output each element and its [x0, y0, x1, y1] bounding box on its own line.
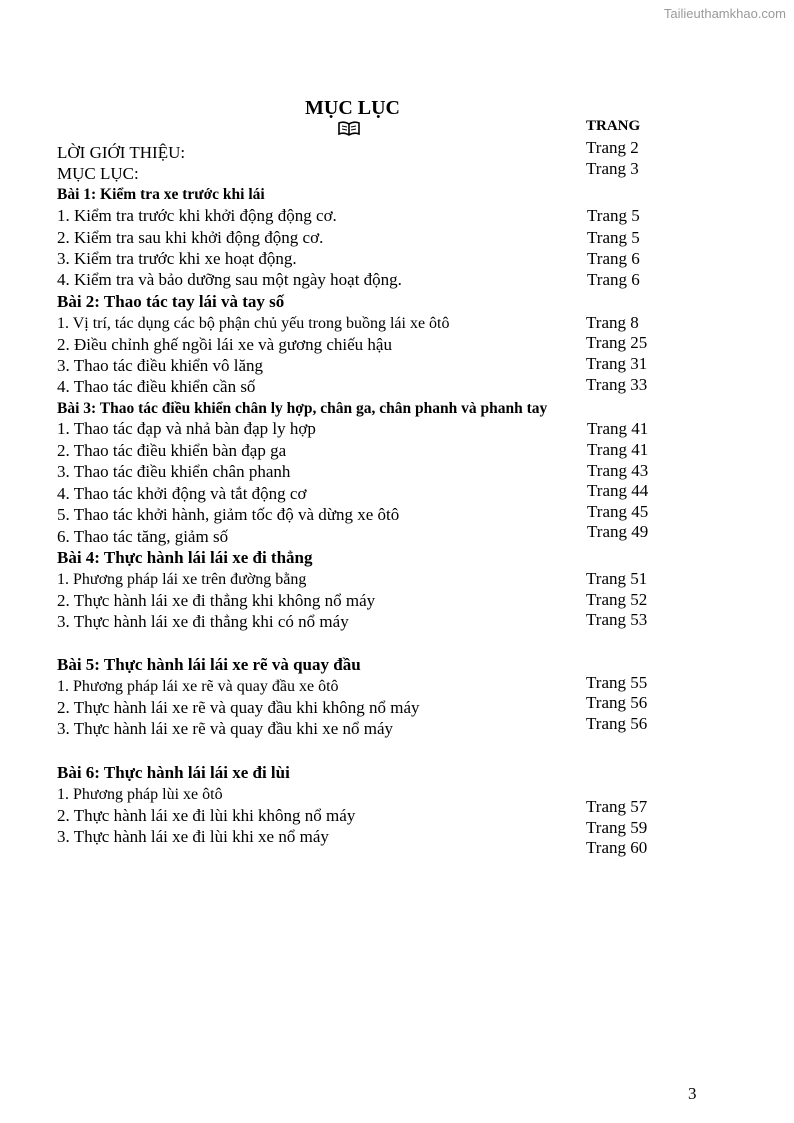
- lesson-heading: Bài 4: Thực hành lái lái xe đi thẳng: [57, 548, 313, 567]
- page-column-heading: TRANG: [586, 118, 641, 134]
- toc-entry-label: 2. Thực hành lái xe rẽ và quay đầu khi không nổ máy: [57, 698, 420, 717]
- toc-entry-label: 5. Thao tác khởi hành, giảm tốc độ và dừng xe ôtô: [57, 505, 400, 524]
- toc-entry-page: Trang 5: [587, 228, 640, 247]
- toc-entry-page: Trang 2: [586, 138, 639, 157]
- toc-entry-label: 1. Vị trí, tác dụng các bộ phận chủ yếu trong buồng lái xe ôtô: [57, 315, 450, 332]
- toc-entry-page: Trang 59: [586, 818, 648, 837]
- toc-entry-page: Trang 44: [587, 481, 649, 500]
- toc-entry-page: Trang 52: [586, 590, 648, 609]
- toc-entry-page: Trang 5: [587, 206, 640, 225]
- toc-entry-page: Trang 33: [586, 375, 648, 394]
- toc-entry-label: MỤC LỤC:: [57, 164, 139, 183]
- open-book-icon: [338, 121, 360, 140]
- toc-entry-label: LỜI GIỚI THIỆU:: [57, 143, 186, 162]
- toc-entry-page: Trang 41: [587, 440, 649, 459]
- toc-entry-label: 2. Thao tác điều khiển bàn đạp ga: [57, 441, 287, 460]
- toc-entry-page: Trang 57: [586, 797, 648, 816]
- toc-entry-page: Trang 51: [586, 569, 648, 588]
- toc-entry-label: 2. Thực hành lái xe đi thẳng khi không nổ máy: [57, 591, 376, 610]
- lesson-heading: Bài 5: Thực hành lái lái xe rẽ và quay đầu: [57, 655, 361, 674]
- toc-entry-label: 2. Điều chỉnh ghế ngồi lái xe và gương chiếu hậu: [57, 335, 392, 354]
- toc-entry-page: Trang 41: [587, 419, 649, 438]
- toc-entry-label: 3. Kiểm tra trước khi xe hoạt động.: [57, 249, 297, 268]
- toc-entry-label: 1. Kiểm tra trước khi khởi động động cơ.: [57, 206, 337, 225]
- toc-entry-label: 1. Phương pháp lái xe trên đường bằng: [57, 571, 307, 588]
- lesson-heading: Bài 3: Thao tác điều khiển chân ly hợp, chân ga, chân phanh và phanh tay: [57, 400, 548, 417]
- toc-entry-label: 4. Thao tác khởi động và tắt động cơ: [57, 484, 307, 503]
- toc-entry-label: 1. Thao tác đạp và nhả bàn đạp ly hợp: [57, 419, 316, 438]
- toc-entry-page: Trang 31: [586, 354, 648, 373]
- toc-entry-label: 3. Thực hành lái xe rẽ và quay đầu khi xe nổ máy: [57, 719, 394, 738]
- toc-entry-label: 2. Thực hành lái xe đi lùi khi không nổ máy: [57, 806, 356, 825]
- toc-entry-label: 1. Phương pháp lái xe rẽ và quay đầu xe ôtô: [57, 678, 339, 695]
- toc-entry-label: 4. Thao tác điều khiển cần số: [57, 377, 256, 396]
- page-title: MỤC LỤC: [305, 97, 400, 119]
- toc-entry-page: Trang 6: [587, 270, 640, 289]
- toc-entry-page: Trang 45: [587, 502, 649, 521]
- watermark: Tailieuthamkhao.com: [663, 6, 786, 21]
- toc-entry-page: Trang 60: [586, 838, 648, 857]
- toc-entry-page: Trang 43: [587, 461, 649, 480]
- toc-entry-label: 3. Thao tác điều khiển chân phanh: [57, 462, 291, 481]
- lesson-heading: Bài 2: Thao tác tay lái và tay số: [57, 292, 285, 311]
- toc-entry-page: Trang 3: [586, 159, 639, 178]
- toc-entry-page: Trang 25: [586, 333, 648, 352]
- lesson-heading: Bài 6: Thực hành lái lái xe đi lùi: [57, 763, 290, 782]
- toc-entry-page: Trang 56: [586, 714, 648, 733]
- toc-entry-label: 4. Kiểm tra và bảo dưỡng sau một ngày hoạt động.: [57, 270, 402, 289]
- toc-entry-label: 1. Phương pháp lùi xe ôtô: [57, 786, 223, 803]
- toc-entry-page: Trang 53: [586, 610, 648, 629]
- toc-entry-label: 3. Thực hành lái xe đi thẳng khi có nổ máy: [57, 612, 349, 631]
- toc-entry-label: 6. Thao tác tăng, giảm số: [57, 527, 229, 546]
- toc-entry-label: 3. Thao tác điều khiển vô lăng: [57, 356, 263, 375]
- toc-entry-page: Trang 8: [586, 313, 639, 332]
- toc-entry-label: 2. Kiểm tra sau khi khởi động động cơ.: [57, 228, 324, 247]
- lesson-heading: Bài 1: Kiểm tra xe trước khi lái: [57, 186, 265, 203]
- toc-entry-page: Trang 6: [587, 249, 640, 268]
- toc-entry-page: Trang 55: [586, 673, 648, 692]
- toc-entry-page: Trang 56: [586, 693, 648, 712]
- page-number: 3: [688, 1084, 697, 1103]
- toc-entry-page: Trang 49: [587, 522, 649, 541]
- toc-entry-label: 3. Thực hành lái xe đi lùi khi xe nổ máy: [57, 827, 329, 846]
